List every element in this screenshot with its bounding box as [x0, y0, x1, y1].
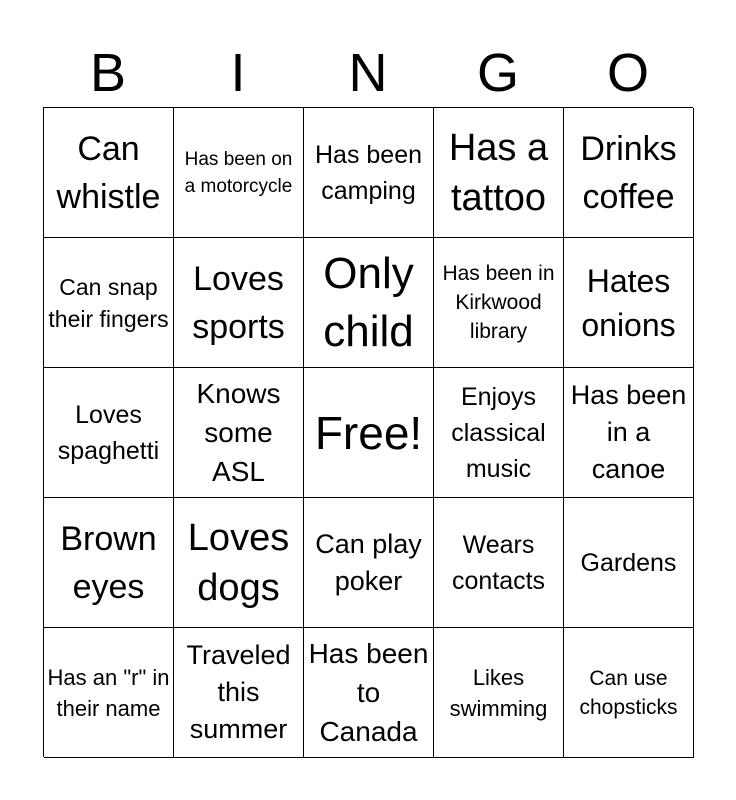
header-letter-n: N — [348, 43, 388, 103]
bingo-cell[interactable] — [564, 368, 694, 498]
bingo-cell[interactable] — [44, 628, 174, 758]
header-letter-g: G — [476, 43, 519, 103]
bingo-cell[interactable] — [434, 108, 564, 238]
bingo-cell[interactable] — [174, 238, 304, 368]
cell-text: Only child — [323, 248, 414, 356]
bingo-cell[interactable] — [44, 238, 174, 368]
cell-text: Loves dogs — [187, 516, 290, 609]
bingo-cell[interactable] — [44, 108, 174, 238]
bingo-cell[interactable] — [564, 238, 694, 368]
cell-text: Can use chopsticks — [579, 666, 678, 719]
cell-text: Has a tattoo — [448, 126, 549, 219]
cell-text: Has been in a canoe — [570, 380, 687, 484]
cell-text: Drinks coffee — [580, 129, 677, 216]
bingo-cell[interactable] — [564, 108, 694, 238]
cell-text: Has been to Canada — [308, 638, 429, 747]
bingo-cell[interactable] — [174, 628, 304, 758]
bingo-cell[interactable] — [434, 368, 564, 498]
bingo-cell[interactable] — [174, 108, 304, 238]
cell-text: Can snap their fingers — [48, 273, 169, 332]
header-letter-o: O — [606, 43, 649, 103]
bingo-grid — [43, 107, 693, 757]
cell-text: Can play poker — [315, 528, 422, 596]
cell-text: Has been in Kirkwood library — [442, 262, 555, 343]
header-letter-b: B — [89, 43, 127, 103]
bingo-header — [43, 40, 693, 106]
cell-text: Traveled this summer — [186, 640, 291, 744]
cell-text: Has been camping — [314, 140, 423, 205]
bingo-cell[interactable] — [174, 498, 304, 628]
cell-text: Has been on a motorcycle — [184, 148, 293, 197]
bingo-cell[interactable] — [434, 238, 564, 368]
bingo-cell[interactable] — [304, 628, 434, 758]
bingo-cell[interactable] — [434, 628, 564, 758]
cell-text: Knows some ASL — [196, 378, 281, 487]
cell-text: Enjoys classical music — [451, 382, 546, 483]
header-letter-i: I — [230, 43, 246, 103]
cell-text: Brown eyes — [60, 519, 157, 606]
bingo-cell[interactable] — [434, 498, 564, 628]
cell-text: Has an "r" in their name — [47, 664, 170, 721]
cell-text: Likes swimming — [449, 664, 548, 721]
bingo-cell[interactable] — [304, 238, 434, 368]
cell-text: Loves sports — [192, 259, 285, 346]
bingo-cell[interactable] — [564, 498, 694, 628]
cell-text: Gardens — [580, 548, 677, 577]
cell-text: Hates onions — [581, 262, 676, 343]
cell-text: Loves spaghetti — [57, 400, 160, 465]
bingo-cell[interactable] — [304, 498, 434, 628]
cell-text: Wears contacts — [451, 530, 546, 595]
bingo-cell[interactable] — [44, 368, 174, 498]
cell-text: Can whistle — [56, 129, 161, 216]
bingo-cell[interactable] — [564, 628, 694, 758]
bingo-cell[interactable] — [304, 108, 434, 238]
bingo-cell free-cell[interactable] — [304, 368, 434, 498]
bingo-cell[interactable] — [44, 498, 174, 628]
free-space-text: Free! — [314, 406, 423, 459]
bingo-cell[interactable] — [174, 368, 304, 498]
